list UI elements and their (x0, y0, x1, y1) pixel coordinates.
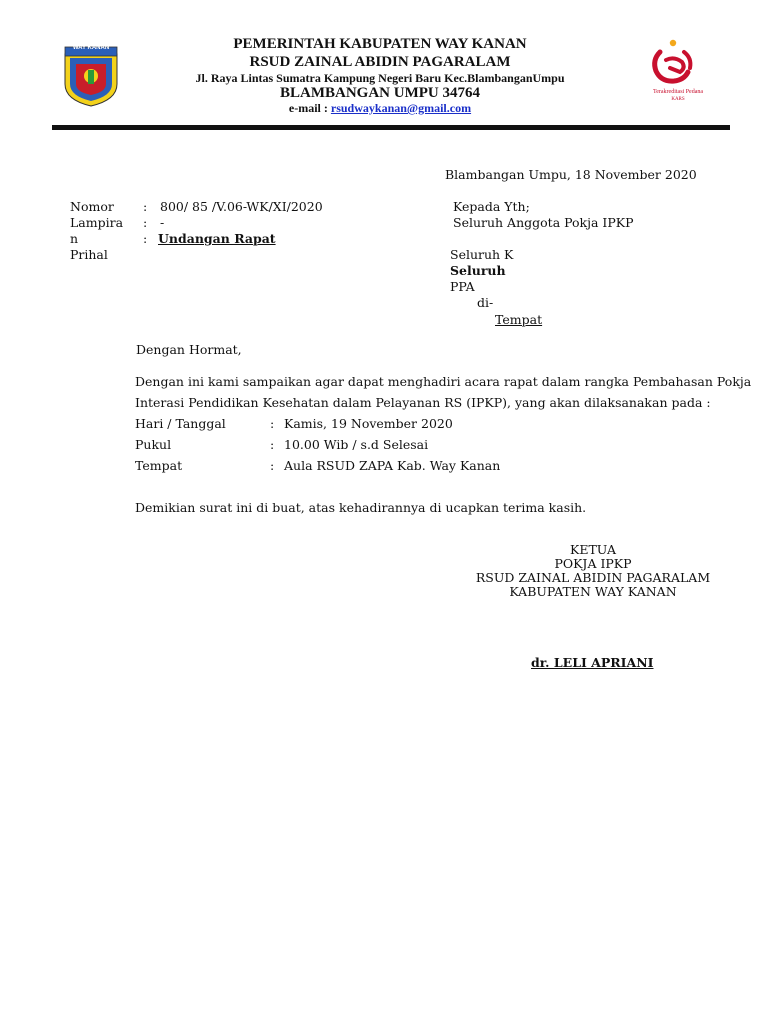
detail-value-time: 10.00 Wib / s.d Selesai (284, 437, 429, 452)
recipient-line-2: Seluruh K (450, 247, 514, 262)
way-kanan-emblem (62, 44, 120, 108)
prihal-colon: : (143, 231, 148, 246)
recipient-line-1: Seluruh Anggota Pokja IPKP (453, 215, 634, 230)
kars-caption-1: Terakreditasi Pedana (652, 89, 704, 95)
signature-title: KETUA (570, 542, 616, 557)
kars-caption-2: KARS (671, 97, 685, 102)
nomor-label: Nomor (70, 199, 114, 214)
lampiran-colon: : (143, 215, 148, 230)
recipient-tempat: Tempat (495, 312, 543, 327)
letter-date: Blambangan Umpu, 18 November 2020 (445, 167, 697, 182)
header-divider (52, 125, 730, 130)
closing-line: Demikian surat ini di buat, atas kehadirannya di ucapkan terima kasih. (135, 500, 587, 515)
detail-value-day: Kamis, 19 November 2020 (284, 416, 453, 431)
lampiran-label: Lampira (70, 215, 124, 230)
prihal-value: Undangan Rapat (158, 231, 276, 246)
header-hospital: RSUD ZAINAL ABIDIN PAGARALAM (249, 54, 511, 70)
lampiran-label-wrap: n (70, 231, 79, 246)
detail-value-place: Aula RSUD ZAPA Kab. Way Kanan (284, 458, 501, 473)
email-label: e-mail : (288, 101, 331, 115)
header-city: BLAMBANGAN UMPU 34764 (280, 85, 480, 101)
detail-label-day: Hari / Tanggal (135, 416, 226, 431)
detail-label-time: Pukul (135, 437, 172, 452)
detail-colon-time: : (270, 437, 275, 452)
recipient-kepada: Kepada Yth; (453, 199, 530, 214)
lampiran-value: - (160, 215, 165, 230)
recipient-di: di- (477, 295, 494, 310)
emblem-caption: WAY KANAN (72, 45, 110, 51)
header-address: Jl. Raya Lintas Sumatra Kampung Negeri Baru Kec.BlambanganUmpu (195, 71, 565, 85)
recipient-line-4: PPA (450, 279, 475, 294)
body-line-1: Dengan ini kami sampaikan agar dapat menghadiri acara rapat dalam rangka Pembahasan Pokja (135, 374, 752, 389)
body-line-2: Interasi Pendidikan Kesehatan dalam Pelayanan RS (IPKP), yang akan dilaksanakan pada : (135, 395, 711, 410)
signature-regency: KABUPATEN WAY KANAN (509, 584, 677, 599)
nomor-value: 800/ 85 /V.06-WK/XI/2020 (160, 199, 323, 214)
signature-pokja: POKJA IPKP (554, 556, 632, 571)
kars-accreditation-icon (640, 38, 716, 88)
email-link[interactable]: rsudwaykanan@gmail.com (330, 101, 472, 115)
signature-name: dr. LELI APRIANI (531, 655, 654, 670)
detail-label-place: Tempat (135, 458, 183, 473)
detail-colon-day: : (270, 416, 275, 431)
header-email (150, 101, 610, 116)
header-government: PEMERINTAH KABUPATEN WAY KANAN (233, 36, 527, 52)
greeting: Dengan Hormat, (136, 342, 242, 357)
emblem-icon (62, 44, 120, 108)
recipient-line-3: Seluruh (450, 263, 506, 278)
detail-colon-place: : (270, 458, 275, 473)
prihal-label: Prihal (70, 247, 108, 262)
nomor-colon: : (143, 199, 148, 214)
signature-hospital: RSUD ZAINAL ABIDIN PAGARALAM (475, 570, 711, 585)
